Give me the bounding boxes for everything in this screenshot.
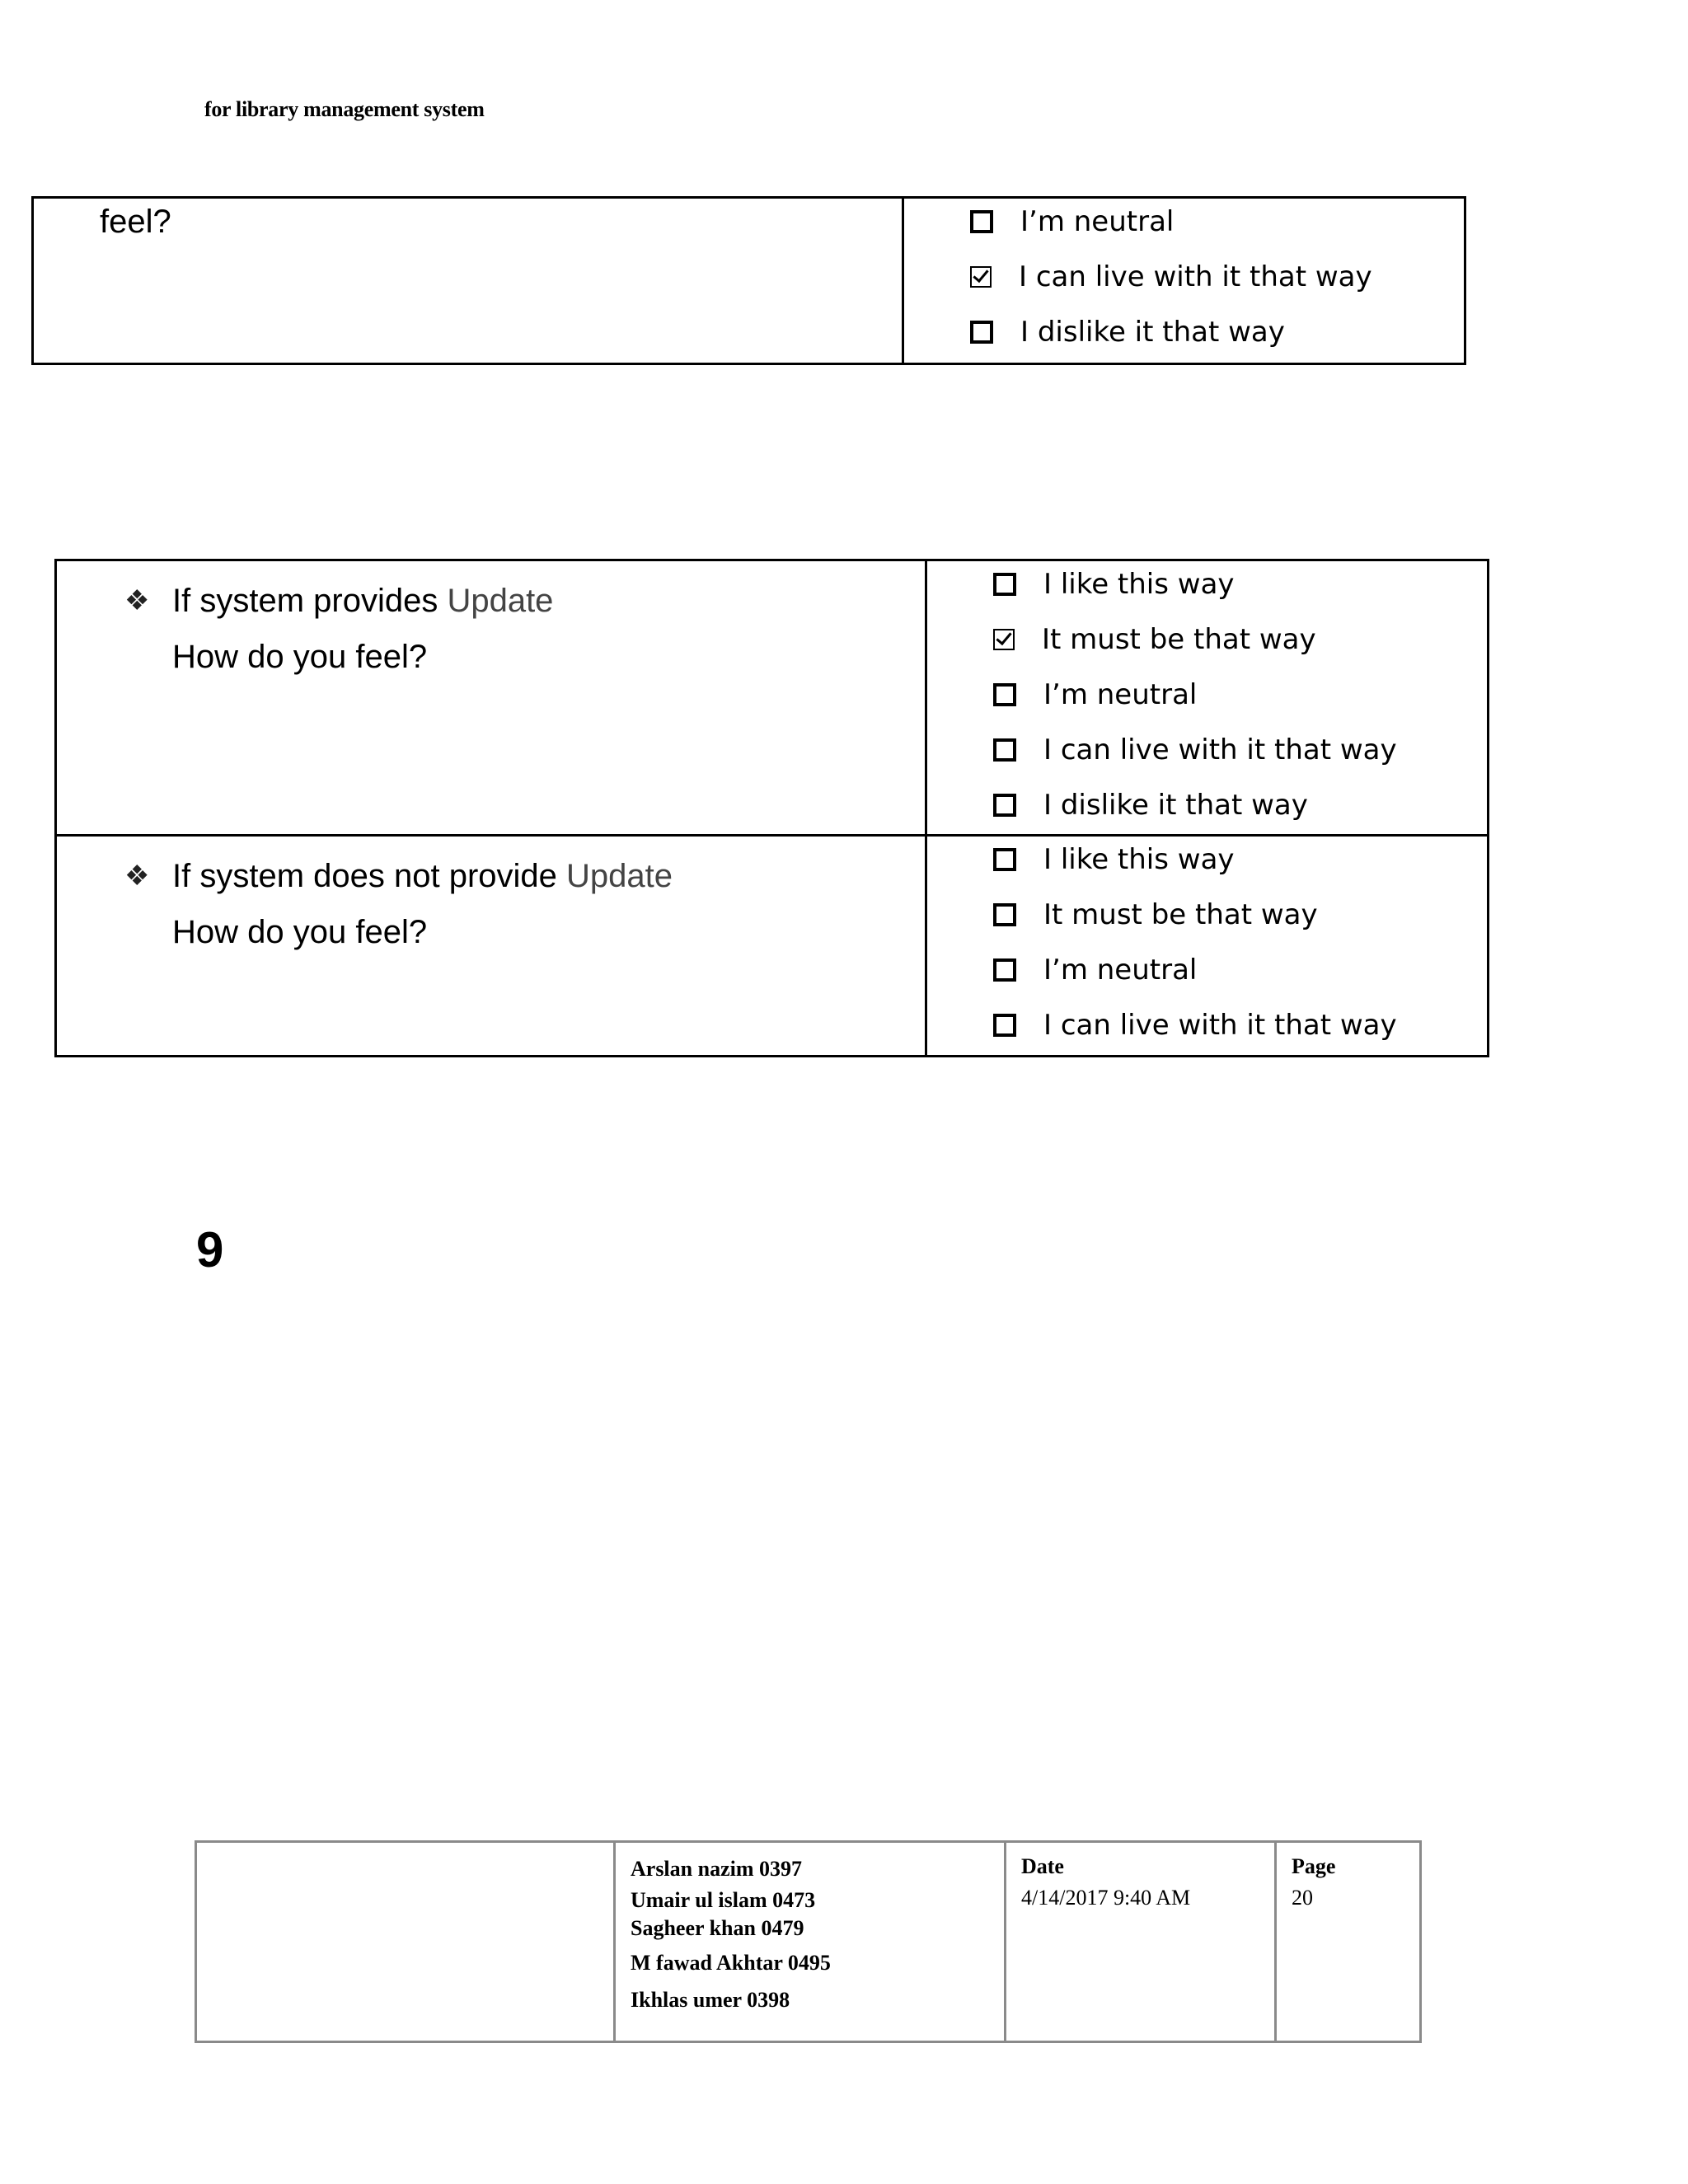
section-number: 9 [196,1222,224,1277]
option-label: I’m neutral [1020,204,1175,238]
option-label: I’m neutral [1043,953,1198,987]
question-subtext: How do you feel? [172,914,428,950]
question-line [124,848,925,904]
option-like[interactable] [993,832,1487,887]
option-must-be[interactable] [993,887,1487,942]
footer-page-cell [1276,1842,1421,2042]
option-label: It must be that way [1043,898,1318,931]
question-text: If system does not provide [172,858,567,894]
checked-checkbox-icon[interactable] [970,266,992,288]
option-must-be[interactable] [993,612,1487,667]
question-text: If system provides [172,583,448,619]
checkbox-icon[interactable] [993,903,1016,926]
question-subtext: How do you feel? [172,639,428,675]
diamond-bullet-icon: ❖ [124,860,150,892]
option-label: I can live with it that way [1043,1008,1397,1042]
author-name: Sagheer khan 0479 [631,1916,804,1940]
checkbox-icon[interactable] [993,848,1016,871]
option-label: I dislike it that way [1020,315,1285,349]
question-cell [33,198,903,364]
table-row [56,560,1489,836]
author-name: Umair ul islam 0473 [631,1888,816,1912]
checkbox-icon[interactable] [993,573,1016,596]
document-header: for library management system [204,97,485,121]
checked-checkbox-icon[interactable] [993,629,1015,650]
question-topic: Update [566,858,673,894]
option-neutral[interactable] [970,194,1464,249]
question-text: feel? [100,204,171,240]
option-label: It must be that way [1042,622,1316,656]
option-label: I like this way [1043,842,1235,876]
checkbox-icon[interactable] [970,321,993,344]
author-name: Ikhlas umer 0398 [631,1988,790,2012]
footer-date-cell [1006,1842,1276,2042]
option-label: I like this way [1043,567,1235,601]
answer-options [927,832,1487,1052]
option-dislike[interactable] [970,304,1464,359]
author-list [616,1843,1004,2014]
table-row [56,836,1489,1057]
option-neutral[interactable] [993,942,1487,997]
option-like[interactable] [993,556,1487,612]
option-can-live-with[interactable] [993,722,1487,777]
option-label: I dislike it that way [1043,788,1308,822]
option-neutral[interactable] [993,667,1487,722]
page-number: 20 [1292,1886,1313,1910]
footer-empty-cell [196,1842,615,2042]
option-label: I can live with it that way [1043,733,1397,766]
footer-authors-cell [615,1842,1006,2042]
options-cell [903,198,1465,364]
options-cell [926,836,1489,1057]
checkbox-icon[interactable] [993,1014,1016,1037]
option-dislike[interactable] [993,777,1487,832]
checkbox-icon[interactable] [993,683,1016,706]
option-label: I can live with it that way [1019,260,1372,293]
option-label: I’m neutral [1043,677,1198,711]
survey-table-update [54,559,1489,1057]
option-can-live-with[interactable] [993,997,1487,1052]
survey-table-continued [31,196,1466,365]
footer-table [195,1840,1422,2043]
date-value: 4/14/2017 9:40 AM [1021,1886,1191,1910]
answer-options [904,194,1464,359]
date-label: Date [1021,1854,1064,1878]
checkbox-icon[interactable] [993,958,1016,982]
question-cell [56,836,926,1057]
option-can-live-with[interactable] [970,249,1464,304]
answer-options [927,556,1487,832]
checkbox-icon[interactable] [993,738,1016,762]
question-topic: Update [447,583,554,619]
question-cell [56,560,926,836]
page-label: Page [1292,1854,1336,1878]
options-cell [926,560,1489,836]
checkbox-icon[interactable] [993,794,1016,817]
diamond-bullet-icon: ❖ [124,585,150,616]
checkbox-icon[interactable] [970,210,993,233]
question-line [124,573,925,629]
author-name: M fawad Akhtar 0495 [631,1951,831,1975]
author-name: Arslan nazim 0397 [631,1857,802,1881]
